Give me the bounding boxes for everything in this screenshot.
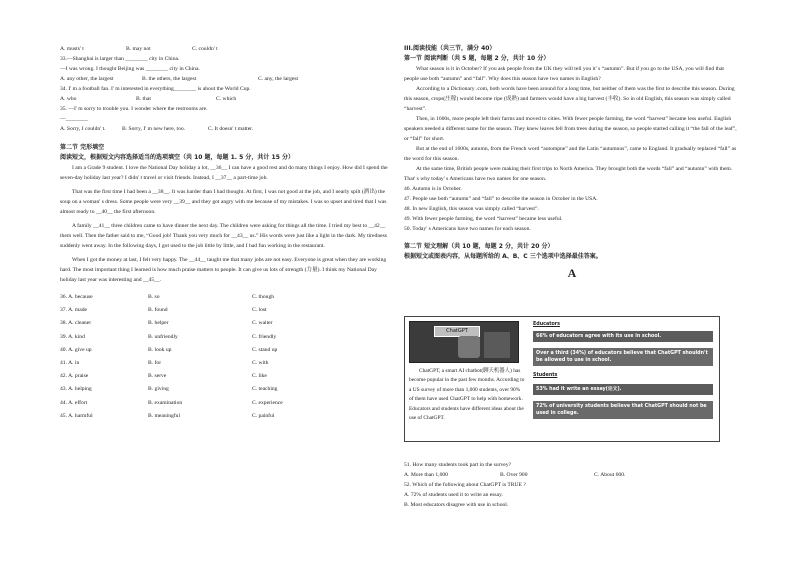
students-stat-2: 72% of university students believe that ChatGPT should not be used in college.	[533, 401, 713, 419]
q35-option-c: C. It doesn' t matter.	[208, 126, 254, 132]
students-stat-1: 53% had it write an essay(论文).	[533, 384, 713, 395]
person-figure-icon	[458, 336, 480, 358]
choice-a: 41. A. in	[60, 359, 80, 366]
educators-label: Educators	[533, 322, 561, 327]
cloze-paragraph-4: When I got the money at last, I felt very happy. The __44__ taught me that many jobs are not easy. Everyone is great when they are working hard. The most important thing I learned is how much praise matters to people. It can give us lots of strength (力量). I think my National Day holiday last year was interesting and __45__.	[60, 257, 387, 283]
cloze-paragraph-3: A family __41__ three children came to have dinner the next day. The children were asking for things all the time. I tried my best to __42__ them well. Then the father said to me, “Good job! Thank you very much for __43__ us.” His words were just like a light in the dark. My tiredness suddenly went away. In the following days, I got used to the job little by little, and I had fun working in the restaurant.	[60, 223, 387, 249]
choice-b: B. unfriendly	[148, 333, 178, 340]
q51-option-b: B. Over 900	[500, 472, 528, 478]
q35-options	[60, 124, 390, 134]
q32-option-b: B. may not	[126, 46, 151, 52]
choice-c: C. waiter	[252, 320, 273, 327]
cloze-choices	[60, 291, 390, 423]
reading-paragraph-5: At the same time, British people were making their first trips to North America. They brought both the words “fall” and “autumn” with them. That' s why today' s Americans have two names for one season.	[404, 166, 733, 182]
choice-a: 36. A. because	[60, 294, 93, 300]
choice-b: B. so	[148, 294, 160, 300]
choice-row	[60, 304, 390, 317]
choice-b: B. for	[148, 359, 162, 366]
q34-option-a: A. who	[60, 96, 77, 102]
reading-paragraph-1: What season is it in October? If you ask people from the UK they will tell you it' s “autumn”. But if you go to the USA, you will find that people use both “autumn” and “fall”. Why does this season have two names in English?	[404, 66, 724, 82]
reading-paragraph-3: Then, in 1600s, more people left their farms and moved to cities. With fewer people farming, the word “harvest” became less useful. English speakers needed a different name for the season. They knew leaves fell from trees during the season, so people started calling it “the fall of the leaf”, or “fall” for short.	[404, 116, 737, 142]
q51-options	[404, 470, 740, 480]
choice-row	[60, 397, 390, 410]
q52-option-a: A. 72% of students used it to write an essay.	[404, 492, 503, 498]
q52-option-b: B. Most educators disagree with use in school.	[404, 502, 509, 508]
infographic-text: ChatGPT, a smart AI chatbot(聊天机器人) has become popular in the past few months. According to a US survey of more than 1,000 students, over 90% of them have used ChatGPT to help with homework. Educators and students have different ideas about the use of ChatGPT.	[409, 368, 525, 422]
robot-figure-icon	[484, 332, 510, 358]
q51-option-c: C. About 600.	[594, 472, 626, 478]
choice-b: B. meaningful	[148, 412, 181, 419]
q34-option-b: B. that	[136, 96, 151, 102]
q34-options	[60, 94, 390, 104]
q32-option-c: C. couldn' t	[192, 46, 218, 52]
educators-stat-1: 66% of educators agree with its use in school.	[533, 331, 713, 342]
choice-a: 42. A. praise	[60, 373, 89, 380]
q33-question: 33.—Shanghai is larger than ________ city in China.	[60, 56, 180, 62]
choice-b: B. examination	[148, 399, 183, 406]
infographic-left	[409, 321, 525, 423]
q51-option-a: A. More than 1,000	[404, 472, 448, 478]
q51-question: 51. How many students took part in the survey?	[404, 462, 512, 468]
choice-c: C. like	[252, 373, 267, 380]
statement-46: 46. Autumn is in October.	[404, 186, 462, 192]
choice-b: B. look up	[148, 346, 172, 353]
choice-a: 43. A. helping	[60, 386, 92, 393]
statement-48: 48. In new English, this season was simply called “harvest”.	[404, 206, 539, 212]
chatgpt-illustration	[409, 321, 519, 363]
choice-c: C. friendly	[252, 333, 277, 340]
q34-question: 34. I' m a football fan. I' m interested in everything________ is about the World Cup.	[60, 86, 251, 92]
choice-a: 38. A. cleaner	[60, 320, 92, 327]
choice-a: 39. A. kind	[60, 333, 85, 340]
choice-c: C. though	[252, 294, 275, 300]
students-label: Students	[533, 373, 558, 378]
choice-row	[60, 291, 390, 304]
statement-50: 50. Today' s Americans have two names for each season.	[404, 226, 531, 232]
cloze-paragraph-2: That was the first time I had been a __38__. It was harder than I had thought. At first, I was not good at the job, and I nearly spilt (洒出) the soup on a woman' s dress. Some people were very __39__ and they got angry with me because of my mistakes. I was so upset and tired that I was almost ready to __40__ the first afternoon.	[60, 189, 387, 215]
cloze-section-title: 第二节 完形填空	[60, 144, 105, 151]
q33-option-b: B. the others, the largest	[142, 76, 197, 82]
passage-a-questions	[404, 460, 740, 510]
choice-row	[60, 410, 390, 423]
reading-sec2-instruction: 根据短文或图表内容，从每题所给的 A、B、C 三个选项中选择最佳答案。	[404, 253, 602, 260]
choice-a: 37. A. made	[60, 307, 88, 314]
choice-b: B. serve	[148, 373, 167, 380]
q34-option-c: C. which	[216, 96, 237, 102]
passage-letter: A	[567, 266, 577, 280]
q35-option-a: A. Sorry, I couldn' t.	[60, 126, 106, 132]
choice-a: 45. A. harmful	[60, 412, 93, 419]
q35-question: 35. —I' m sorry to trouble you. I wonder where the restrooms are.	[60, 106, 208, 112]
choice-row	[60, 357, 390, 370]
q33-response: —I was wrong. I thought Beijing was ________ city in China.	[60, 66, 200, 72]
cloze-section-instruction: 阅读短文，根据短文内容选择适当的选项填空（共 10 题，每题 1. 5 分，共计 15 分）	[60, 154, 294, 161]
q32-options	[60, 44, 390, 54]
choice-row	[60, 383, 390, 396]
reading-part-title: III.阅读技能（共三节，满分 40）	[404, 45, 496, 52]
q35-option-b: B. Sorry, I' m new here, too.	[122, 126, 186, 132]
left-column	[60, 44, 390, 423]
choice-c: C. experience	[252, 399, 283, 406]
choice-c: C. stand up	[252, 346, 278, 353]
choice-c: C. lost	[252, 307, 267, 314]
infographic-stats	[533, 321, 713, 425]
choice-row	[60, 331, 390, 344]
q32-option-a: A. musts' t	[60, 46, 84, 52]
choice-b: B. helper	[148, 320, 169, 327]
choice-c: C. teaching	[252, 386, 278, 393]
cloze-paragraph-1: I am a Grade 9 student. I love the National Day holiday a lot, __36__ I can have a good rest and do many things I enjoy. How did I spend the seven-day holiday last year? I didn' t travel or visit friends. Instead, I __37__ a part-time job.	[60, 165, 388, 181]
chatgpt-label: ChatGPT	[434, 326, 480, 337]
q35-blank: —________	[60, 116, 88, 122]
choice-c: C. painful	[252, 412, 275, 419]
statement-47: 47. People use both “autumn” and “fall” to describe the season in October in the USA.	[404, 196, 598, 202]
choice-a: 40. A. give up	[60, 346, 92, 353]
educators-stat-2: Over a third (34%) of educators believe that ChatGPT shouldn't be allowed to use in school.	[533, 348, 713, 366]
choice-row	[60, 370, 390, 383]
choice-a: 44. A. effort	[60, 399, 88, 406]
choice-row	[60, 344, 390, 357]
q33-options	[60, 74, 390, 84]
choice-b: B. found	[148, 307, 168, 314]
q33-option-c: C. any, the largest	[258, 76, 299, 82]
reading-sec1-title: 第一节 阅读判断（共 5 题，每题 2 分，共计 10 分）	[404, 55, 550, 62]
choice-b: B. giving	[148, 386, 169, 393]
reading-paragraph-4: But at the end of 1600s, autumn, from the French word “autompne” and the Latin “autumnus”, came to England. It gradually replaced “fall” as the word for this season.	[404, 146, 737, 162]
statement-49: 49. With fewer people farming, the word “harvest” became less useful.	[404, 216, 563, 222]
q33-option-a: A. any other, the largest	[60, 76, 114, 82]
reading-sec2-title: 第二节 短文理解（共 10 题，每题 2 分，共计 20 分）	[404, 243, 554, 250]
choice-row	[60, 317, 390, 330]
q52-question: 52. Which of the following about ChatGPT is TRUE ?	[404, 482, 526, 488]
choice-c: C. with	[252, 359, 269, 366]
right-column	[404, 44, 740, 284]
chatgpt-infographic	[404, 316, 720, 442]
reading-paragraph-2: According to a Dictionary .com, both words have been around for a long time, but neither of them was the first to describe this season. During this season, crops(庄稼) would become ripe (成熟) and farmers would have a big harvest (丰收). So in old English, this season was simply called “harvest”.	[404, 86, 735, 112]
